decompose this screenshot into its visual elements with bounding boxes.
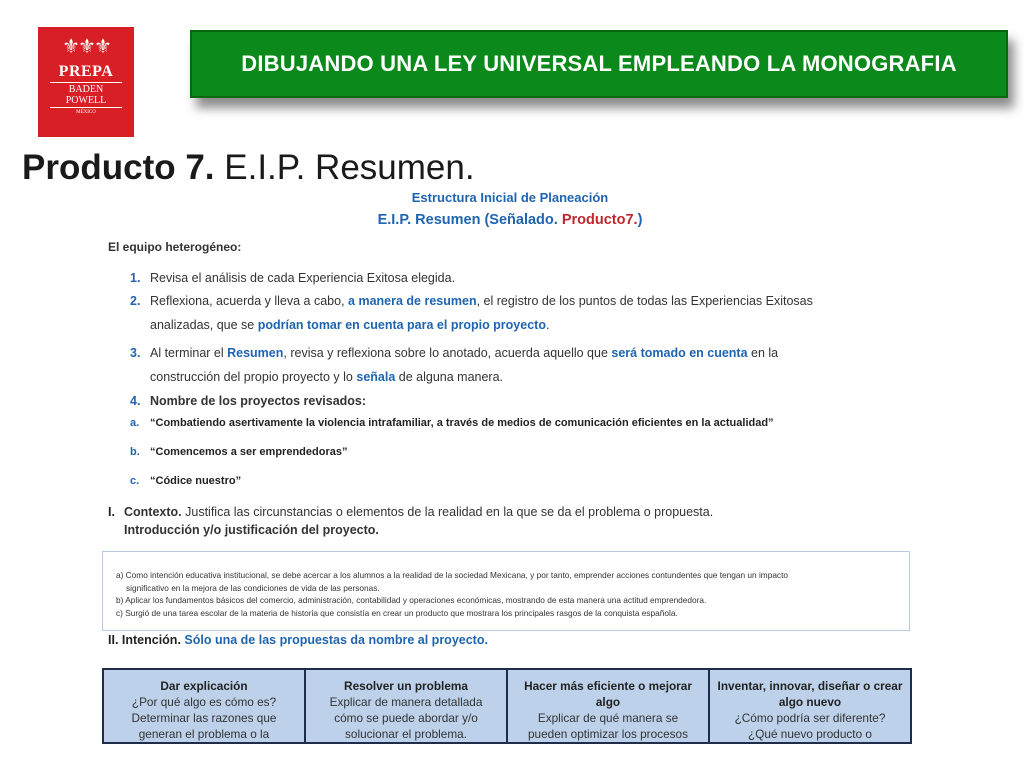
option-title: Dar explicación [160,679,248,693]
option-title: Hacer más eficiente o mejorar [524,679,692,693]
text-span: . [545,318,550,332]
context-number: I. [108,505,115,519]
option-line: cómo se puede abordar y/o [334,711,478,725]
context-line [124,505,713,519]
option-line: ¿Por qué algo es cómo es? [131,695,277,709]
document-image [100,188,920,758]
text-span: en la [747,346,779,360]
fleur-de-lis-icon: ⚜⚜⚜ [62,34,110,58]
option-line: Determinar las razones que [131,711,277,725]
text-span: Resumen [227,346,284,360]
intention-line [108,633,488,647]
list-number: 1. [130,271,141,285]
slide-title [22,148,475,188]
option-title: Inventar, innovar, diseñar o crear [717,679,903,693]
logo-name: PREPA [58,63,114,80]
prepa-logo [38,27,134,137]
context-box-line: b) Aplicar los fundamentos básicos del comercio, administración, contabilidad y operaciones económicas, mostrando de esta manera una actitud emprendedora. [116,595,707,605]
doc-subheading-b: Producto7. [561,212,638,228]
doc-heading: Estructura Inicial de Planeación [411,190,609,205]
option-title-cont: algo nuevo [778,695,842,709]
list-letter: b. [130,446,140,458]
team-label: El equipo heterogéneo: [108,240,242,254]
doc-subheading-c: ) [637,212,643,228]
text-span: señala [356,370,396,384]
option-line: solucionar el problema. [345,727,467,741]
context-box-line: c) Surgió de una tarea escolar de la materia de historia que consistía en crear un producto que mostrara los principales rasgos de la conquista española. [116,608,678,618]
logo-country: MÉXICO [76,110,96,115]
project-name: “Combatiendo asertivamente la violencia intrafamiliar, a través de medios de comunicación eficientes en la actualidad” [150,417,774,429]
text-span: será tomado en cuenta [611,346,748,360]
option-line: Explicar de qué manera se [537,711,679,725]
context-box-line: a) Como intención educativa institucional, se debe acercar a los alumnos a la realidad de la sociedad Mexicana, y por tanto, emprender acciones contundentes que tengan un impacto [116,570,788,580]
context-label: Contexto. [124,505,182,519]
table-row [103,669,911,743]
slide-title-rest: E.I.P. Resumen. [214,148,475,187]
list-number: 3. [130,346,141,360]
title-banner [190,30,1008,98]
text-span: podrían tomar en cuenta para el propio proyecto [257,318,546,332]
intention-text: Sólo una de las propuestas da nombre al proyecto. [184,633,488,647]
option-line: Explicar de manera detallada [329,695,483,709]
text-span: a manera de resumen [348,294,477,308]
banner-text: DIBUJANDO UNA LEY UNIVERSAL EMPLEANDO LA MONOGRAFIA [241,51,957,76]
option-cell [709,669,911,743]
list-letter: a. [130,417,140,429]
list-item-continued [150,370,503,384]
context-box [102,551,910,631]
doc-subheading-a: E.I.P. Resumen (Señalado. [377,212,562,228]
text-span: , el registro de los puntos de todas las Experiencias Exitosas [476,294,813,308]
option-line: generan el problema o la [138,727,270,741]
option-line: ¿Qué nuevo producto o [748,727,872,741]
context-text: Justifica las circunstancias o elementos de la realidad en la que se da el problema o propuesta. [181,505,714,519]
list-item [150,346,778,360]
list-item: Nombre de los proyectos revisados: [150,394,367,408]
intention-label: II. Intención. [108,633,185,647]
context-subtitle: Introducción y/o justificación del proyecto. [124,523,379,537]
text-span: analizadas, que se [150,318,258,332]
logo-subtitle: BADEN POWELL [50,82,122,108]
option-title-cont: algo [595,695,621,709]
list-number: 2. [130,294,141,308]
list-number: 4. [130,394,141,408]
project-name: “Códice nuestro” [150,475,242,487]
option-line: pueden optimizar los procesos [527,727,688,741]
option-cell [305,669,507,743]
option-cell [507,669,709,743]
text-span: de alguna manera. [395,370,504,384]
text-span: Al terminar el [150,346,228,360]
option-cell [103,669,305,743]
text-span: Reflexiona, acuerda y lleva a cabo, [150,294,349,308]
doc-subheading [100,212,920,228]
list-item: Revisa el análisis de cada Experiencia Exitosa elegida. [150,271,456,285]
text-span: construcción del propio proyecto y lo [150,370,357,384]
context-box-line: significativo en la mejora de las condiciones de vida de las personas. [126,583,380,593]
option-line: ¿Cómo podría ser diferente? [734,711,886,725]
option-title: Resolver un problema [344,679,468,693]
list-letter: c. [130,475,140,487]
project-name: “Comencemos a ser emprendedoras” [150,446,348,458]
slide-title-bold: Producto 7. [22,148,215,187]
text-span: , revisa y reflexiona sobre lo anotado, acuerda aquello que [283,346,612,360]
list-item-continued [150,318,549,332]
list-item [150,294,813,308]
intention-options-table [102,668,912,744]
